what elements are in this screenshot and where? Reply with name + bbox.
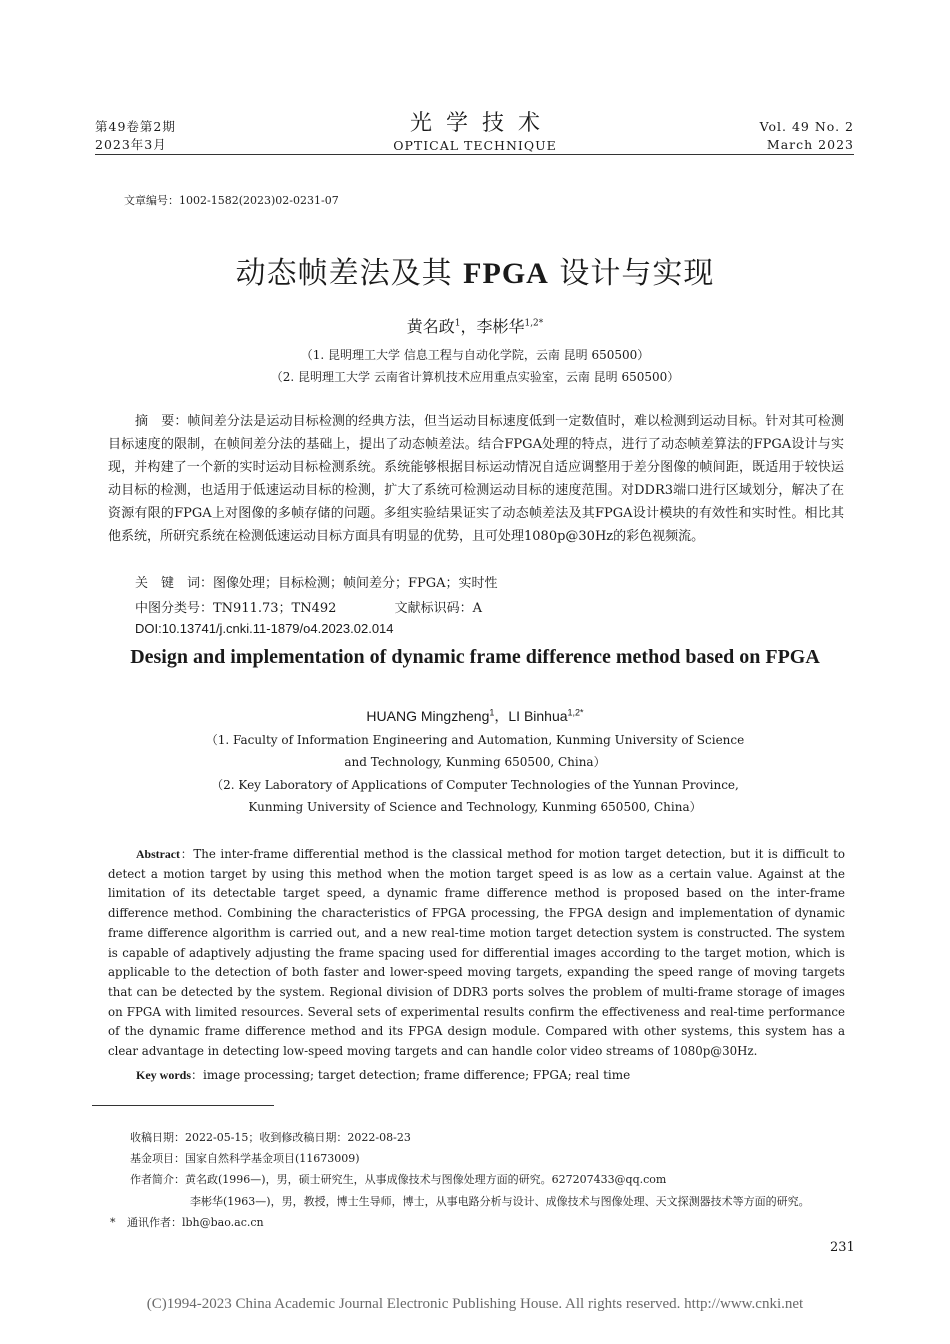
keywords-en-label: Key words	[136, 1068, 191, 1082]
keywords-zh	[135, 572, 498, 591]
clc-value: TN911.73；TN492	[213, 601, 337, 616]
abstract-en-label: Abstract	[136, 847, 180, 861]
bio-text-1: 黄名政(1996—)，男，硕士研究生，从事成像技术与图像处理方面的研究。627207433@qq.com	[185, 1173, 667, 1186]
affiliation-en-1a: （1. Faculty of Information Engineering and Automation, Kunming University of Science	[205, 733, 745, 747]
abstract-zh	[108, 410, 844, 548]
volume-issue: 第49卷第2期	[95, 119, 176, 134]
corr-text: 通讯作者：lbh@bao.ac.cn	[127, 1216, 264, 1229]
doi: DOI:10.13741/j.cnki.11-1879/o4.2023.02.014	[135, 621, 394, 636]
author-bio-1	[130, 1171, 666, 1187]
abstract-en	[108, 845, 845, 1062]
keywords-en	[136, 1066, 630, 1083]
author-en-2-sup: 1,2*	[567, 707, 584, 718]
journal-name-en: OPTICAL TECHNIQUE	[393, 138, 557, 153]
affiliation-en-1b: and Technology, Kunming 650500, China）	[344, 755, 606, 769]
keywords-zh-text: 图像处理；目标检测；帧间差分；FPGA；实时性	[213, 576, 498, 591]
header-rule	[95, 154, 854, 155]
page-number: 231	[830, 1240, 855, 1255]
paper-title-en: Design and implementation of dynamic frame difference method based on FPGA	[130, 646, 820, 668]
authors-zh	[0, 314, 950, 337]
copyright-footer: (C)1994-2023 China Academic Journal Electronic Publishing House. All rights reserved. http://www.cnki.net	[146, 1296, 804, 1312]
title-part2: FPGA	[463, 257, 549, 290]
author-2: 李彬华	[476, 317, 525, 336]
author-sep: ，	[460, 317, 477, 336]
author-1-sup: 1	[454, 318, 461, 329]
affiliation-en-2a: （2. Key Laboratory of Applications of Computer Technologies of the Yunnan Province,	[211, 778, 739, 792]
keywords-en-text: image processing; target detection; frame difference; FPGA; real time	[203, 1068, 631, 1082]
author-en-2: LI Binhua	[508, 708, 568, 724]
affiliation-en-2b: Kunming University of Science and Technology, Kunming 650500, China）	[248, 800, 702, 814]
authors-en	[0, 706, 950, 726]
author-1: 黄名政	[406, 317, 455, 336]
affiliation-zh-2: （2. 昆明理工大学 云南省计算机技术应用重点实验室，云南 昆明 650500）	[270, 370, 680, 384]
author-2-sup: 1,2*	[524, 318, 544, 329]
article-number: 文章编号：1002-1582(2023)02-0231-07	[124, 194, 339, 207]
issue-date-en: March 2023	[766, 137, 854, 152]
abstract-en-colon: ：	[179, 847, 194, 861]
corr-mark: *	[110, 1216, 116, 1229]
abstract-zh-text: 帧间差分法是运动目标检测的经典方法，但当运动目标速度低到一定数值时，难以检测到运动目标。针对其可检测目标速度的限制，在帧间差分法的基础上，提出了动态帧差法。结合FPGA处理的特点，进行了动态帧差算法的FPGA设计与实现，并构建了一个新的实时运动目标检测系统。系统能够根据目标运动情况自适应调整用于差分图像的帧间距，既适用于较快运动目标的检测，也适用于低速运动目标的检测，扩大了系统可检测运动目标的速度范围。对DDR3端口进行区域划分，解决了在资源有限的FPGA上对图像的多帧存储的问题。多组实验结果证实了动态帧差法及其FPGA设计模块的有效性和实时性。相比其他系统，所研究系统在检测低速运动目标方面具有明显的优势，且可处理1080p@30Hz的彩色视频流。	[108, 414, 844, 544]
author-bio-2: 李彬华(1963—)，男，教授，博士生导师，博士，从事电路分析与设计、成像技术与图像处理、天文探测器技术等方面的研究。	[190, 1195, 810, 1208]
bio-label: 作者简介：	[130, 1173, 185, 1186]
author-en-1-sup: 1	[489, 707, 495, 718]
doc-code-label: 文献标识码：	[394, 601, 473, 616]
volume-issue-en: Vol. 49 No. 2	[759, 119, 854, 134]
title-part3: 设计与实现	[559, 256, 715, 291]
author-en-1: HUANG Mingzheng	[366, 708, 490, 724]
author-en-sep: ，	[494, 708, 509, 724]
clc-label: 中图分类号：	[135, 601, 214, 616]
issue-date: 2023年3月	[95, 137, 167, 152]
affiliation-zh-1: （1. 昆明理工大学 信息工程与自动化学院，云南 昆明 650500）	[300, 348, 650, 362]
doc-code-value: A	[472, 601, 482, 616]
title-part1: 动态帧差法及其	[235, 256, 453, 291]
fund-project: 基金项目：国家自然科学基金项目(11673009)	[130, 1152, 360, 1165]
journal-name-zh: 光学技术	[409, 111, 554, 136]
abstract-en-text: The inter-frame differential method is the classical method for motion target detection, but it is difficult to detect a motion target by using this method when the motion target speed is as low as a certain value. Against at the limitation of its detectable target speed, a dynamic frame difference method is proposed based on the inter-frame difference method. Combining the characteristics of FPGA processing, the FPGA design and implementation of dynamic frame difference algorithm is carried out, and a new real-time motion target detection system is constructed. The system is capable of adaptively adjusting the frame spacing used for differential images according to the target motion, which is applicable to the detection of both faster and lower-speed moving targets, expanding the speed range of moving targets that can be detected by the system. Regional division of DDR3 ports solves the problem of multi-frame storage of images on FPGA with limited resources. Several sets of experimental results confirm the effectiveness and real-time performance of the dynamic frame difference method and its FPGA design module. Compared with other systems, this system has a clear advantage in detecting low-speed moving targets and can handle color video streams of 1080p@30Hz.	[108, 847, 845, 1059]
received-date: 收稿日期：2022-05-15；收到修改稿日期：2022-08-23	[130, 1131, 411, 1144]
keywords-en-colon: ：	[191, 1068, 204, 1082]
keywords-zh-label: 关 键 词：	[135, 576, 214, 591]
abstract-zh-label: 摘 要：	[135, 414, 188, 429]
classification	[135, 597, 482, 616]
corresponding-author	[110, 1214, 264, 1230]
paper-title-zh	[0, 248, 950, 292]
footnote-rule	[92, 1105, 274, 1106]
issue-info-en	[760, 118, 854, 154]
